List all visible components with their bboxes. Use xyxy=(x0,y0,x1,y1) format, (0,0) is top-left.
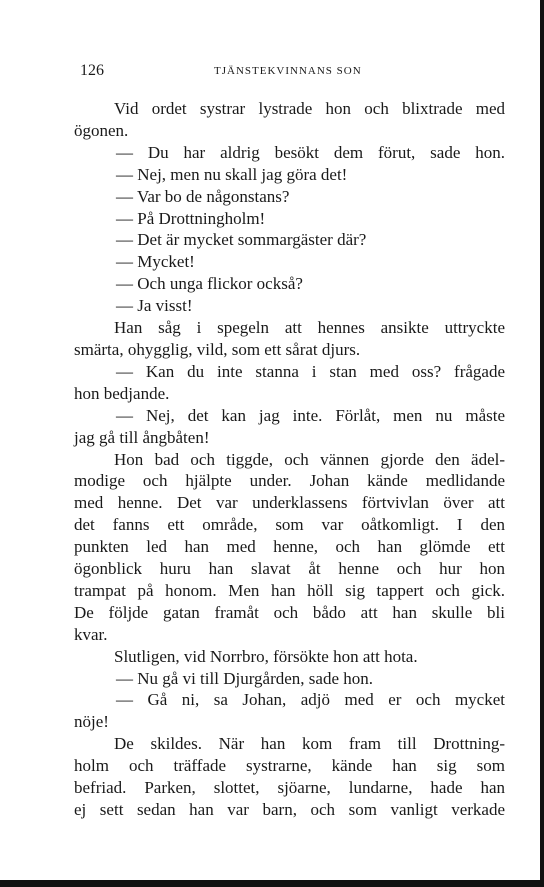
text-line: ej sett sedan han var barn, och som vanligt verkade xyxy=(74,800,505,819)
text-line: holm och träffade systrarne, kände han sig som xyxy=(74,756,505,776)
text-line: — Och unga flickor också? xyxy=(116,274,303,294)
text-line: hon bedjande. xyxy=(74,383,170,403)
text-line: — Nu gå vi till Djurgården, sade hon. xyxy=(116,668,374,688)
text-line: det fanns ett område, som var oåtkomligt. I den xyxy=(74,515,505,535)
text-line: — Var bo de någonstans? xyxy=(116,186,290,206)
text-line: — Du har aldrig besökt dem förut, sade hon. xyxy=(116,142,505,162)
page-number: 126 xyxy=(80,62,104,79)
text-line: kvar. xyxy=(74,624,108,644)
text-line: Hon bad och tiggde, och vännen gjorde den ädel- xyxy=(114,449,505,469)
text-line: — Ja visst! xyxy=(116,296,193,316)
scan-border-right xyxy=(540,0,544,887)
body-text xyxy=(74,98,505,821)
text-line: — Det är mycket sommargäster där? xyxy=(116,230,367,250)
text-line: Slutligen, vid Norrbro, försökte hon att hota. xyxy=(114,646,418,666)
text-line: — Nej, det kan jag inte. Förlåt, men nu måste xyxy=(116,405,505,425)
scan-border-bottom xyxy=(0,880,544,887)
text-line: — Gå ni, sa Johan, adjö med er och mycket xyxy=(116,690,505,710)
text-line: — Kan du inte stanna i stan med oss? frågade xyxy=(116,361,505,381)
text-line: nöje! xyxy=(74,712,109,732)
text-line: punkten led han med henne, och han glömde ett xyxy=(74,537,505,557)
text-line: — På Drottningholm! xyxy=(116,208,266,228)
text-line: Han såg i spegeln att hennes ansikte uttryckte xyxy=(114,318,505,338)
text-line: modige och hjälpte under. Johan kände medlidande xyxy=(74,471,505,491)
text-line: med henne. Det var underklassens förtvivlan över att xyxy=(74,493,505,513)
text-line: ögonen. xyxy=(74,120,129,140)
text-line: De skildes. När han kom fram till Drottning- xyxy=(114,734,505,754)
text-line: smärta, ohygglig, vild, som ett sårat djurs. xyxy=(74,339,361,359)
text-line: trampat på honom. Men han höll sig tappert och gick. xyxy=(74,580,505,600)
text-line: — Mycket! xyxy=(116,252,195,272)
running-head-title: TJÄNSTEKVINNANS SON xyxy=(214,65,362,77)
text-line: befriad. Parken, slottet, sjöarne, lundarne, hade han xyxy=(74,778,505,798)
text-line: Vid ordet systrar lystrade hon och blixtrade med xyxy=(114,99,505,118)
text-line: ögonblick huru han slavat åt henne och hur hon xyxy=(74,559,505,579)
text-line: — Nej, men nu skall jag göra det! xyxy=(116,164,348,184)
text-line: De följde gatan framåt och bådo att han skulle bli xyxy=(74,602,505,622)
text-line: jag gå till ångbåten! xyxy=(74,427,210,447)
